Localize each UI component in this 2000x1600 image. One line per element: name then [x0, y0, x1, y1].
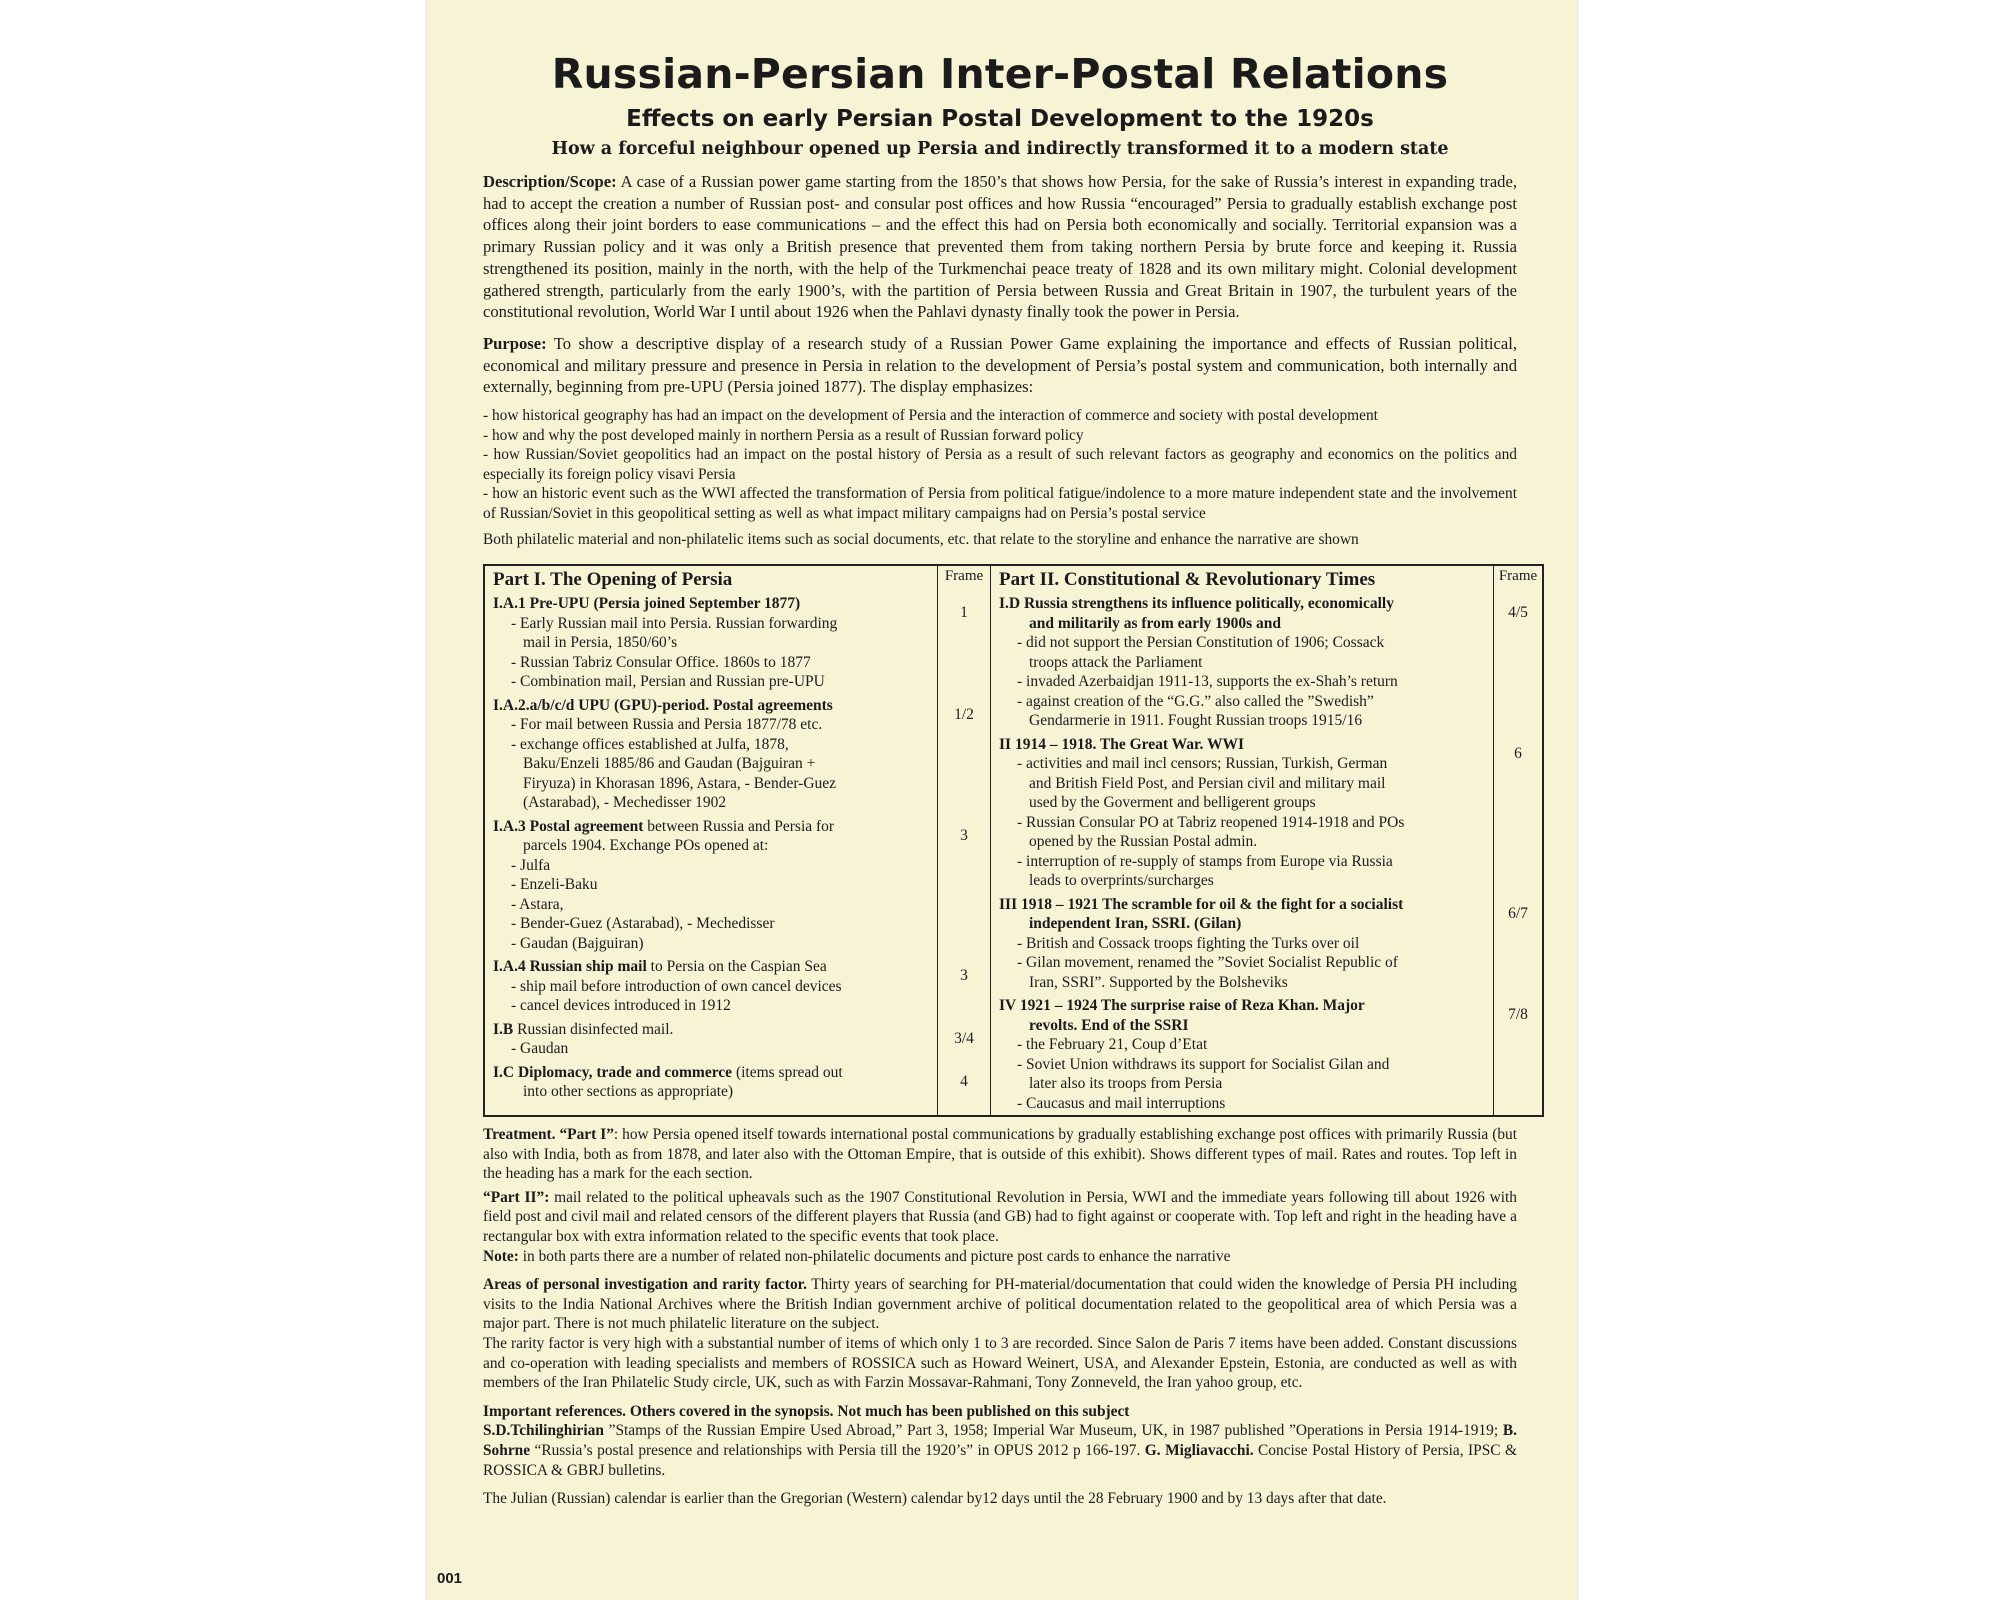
part1-frame-column — [938, 565, 991, 1116]
section-heading: III 1918 – 1921 The scramble for oil & the fight for a socialist — [999, 895, 1404, 913]
section-heading: I.A.1 Pre-UPU (Persia joined September 1877) — [493, 595, 801, 613]
frame-number: 7/8 — [1508, 1006, 1528, 1024]
part2-column — [991, 565, 1494, 1116]
section-line: opened by the Russian Postal admin. — [1029, 833, 1258, 851]
note-text: in both parts there are a number of related non-philatelic documents and picture post cards to enhance the narrative — [518, 1247, 1231, 1265]
section-heading: IV 1921 – 1924 The surprise raise of Reza Khan. Major — [999, 997, 1365, 1015]
section-line: - against creation of the “G.G.” also called the ”Swedish” — [1017, 692, 1374, 710]
treatment-part2-label: “Part II”: — [483, 1188, 550, 1206]
plan-section — [999, 895, 1487, 993]
section-line: - Russian Consular PO at Tabriz reopened 1914-1918 and POs — [1017, 813, 1405, 831]
section-line: - Julfa — [511, 856, 551, 874]
section-line: Gendarmerie in 1911. Fought Russian troops 1915/16 — [1029, 712, 1363, 730]
section-heading: I.C Diplomacy, trade and commerce (items spread out — [493, 1063, 843, 1081]
description-paragraph — [483, 171, 1517, 323]
purpose-bullet: - how Russian/Soviet geopolitics had an impact on the postal history of Persia as a result of such relevant factors as geography and economics on the politics and especially its foreign policy visavi Persia — [483, 446, 1517, 483]
investigation-text: Thirty years of searching for PH-material/documentation that could widen the knowledge of Persia PH including visits to the India National Archives where the British Indian government archive of political documentation related to the geopolitical area of which Persia was a major part. There is not much philatelic literature on the subject. — [483, 1276, 1518, 1333]
section-line: (Astarabad), - Mechedisser 1902 — [523, 794, 727, 812]
frame-header: Frame — [1498, 568, 1538, 585]
section-line: - Gaudan (Bajguiran) — [511, 934, 644, 952]
description-text: A case of a Russian power game starting from the 1850’s that shows how Persia, for the sake of Russia’s interest in expanding trade, had to accept the creation a number of Russian post- and consular post offices and how Russia “encouraged” Persia to gradually establish exchange post offices along their joint borders to ease communications – and the effect this had on Persia both economically and socially. Territorial expansion was a primary Russian policy and it was only a British presence that prevented them from taking northern Persia by brute force and keeping it. Russia strengthened its position, mainly in the north, with the help of the Turkmenchai peace treaty of 1828 and its own military might. Colonial development gathered strength, particularly from the early 1900’s, with the partition of Persia between Russia and Great Britain in 1907, the turbulent years of the constitutional revolution, World War I until about 1926 when the Pahlavi dynasty finally took the power in Persia. — [483, 172, 1517, 322]
page-title: Russian-Persian Inter-Postal Relations — [551, 50, 1449, 98]
treatment-text: : how Persia opened itself towards international postal communications by gradually establishing exchange post offices with primarily Russia (but also with India, both as from 1878, and later also with the Ottoman Empire, that is outside of this exhibit). Shows different types of mail. Rates and routes. Top left in the heading has a mark for the each section. — [483, 1126, 1517, 1183]
section-line: used by the Goverment and belligerent groups — [1029, 794, 1316, 812]
frame-number: 6/7 — [1508, 904, 1528, 922]
section-line: - activities and mail incl censors; Russian, Turkish, German — [1017, 755, 1388, 773]
plan-section — [493, 1020, 931, 1059]
section-line: - Gilan movement, renamed the ”Soviet Socialist Republic of — [1017, 954, 1398, 972]
reference-author: S.D.Tchilinghirian — [483, 1422, 604, 1440]
frame-number: 3/4 — [954, 1029, 974, 1047]
frame-number: 1 — [960, 604, 968, 622]
plan-section — [999, 996, 1487, 1113]
treatment-label: Treatment. “Part I” — [483, 1126, 614, 1144]
plan-section — [493, 696, 931, 813]
section-line: - Early Russian mail into Persia. Russian forwarding — [511, 614, 838, 632]
section-line: - the February 21, Coup d’Etat — [1017, 1036, 1208, 1054]
part2-sections — [999, 594, 1487, 1113]
calendar-note: The Julian (Russian) calendar is earlier than the Gregorian (Western) calendar by12 days until the 28 February 1900 and by 13 days after that date. — [483, 1490, 1387, 1508]
section-line: later also its troops from Persia — [1029, 1075, 1223, 1093]
section-heading-continued: revolts. End of the SSRI — [1029, 1016, 1189, 1034]
frame-number: 6 — [1514, 744, 1522, 762]
section-heading: I.D Russia strengthens its influence politically, economically — [999, 595, 1394, 613]
part1-column — [484, 565, 938, 1116]
rarity-paragraph: The rarity factor is very high with a substantial number of items of which only 1 to 3 are recorded. Since Salon de Paris 7 items have been added. Constant discussions and co-operation with leading specialists and members of ROSSICA such as Howard Weinert, USA, and Alexander Epstein, Estonia, are conducted as well as with members of the Iran Philatelic Study circle, UK, such as with Farzin Mossavar-Rahmani, Tony Zonneveld, the Iran yahoo group, etc. — [483, 1334, 1517, 1392]
section-line: - did not support the Persian Constitution of 1906; Cossack — [1017, 634, 1385, 652]
treatment-part2-paragraph — [483, 1188, 1517, 1247]
plan-section — [493, 1063, 931, 1102]
purpose-note: Both philatelic material and non-philatelic items such as social documents, etc. that relate to the storyline and enhance the narrative are shown — [483, 531, 1359, 549]
plan-section — [493, 817, 931, 954]
treatment-part2-text: mail related to the political upheavals such as the 1907 Constitutional Revolution in Persia, WWI and the immediate years following till about 1926 with field post and civil mail and related censors of the different players that Russia (and GB) had to fight against or cooperate with. Top left and right in the heading have a rectangular box with extra information related to the specific events that took place. — [483, 1188, 1518, 1245]
investigation-paragraph — [483, 1275, 1517, 1334]
reference-author: B. Sohrne — [483, 1422, 1517, 1459]
note-label: Note: — [483, 1247, 519, 1265]
section-line: and British Field Post, and Persian civil and military mail — [1029, 774, 1386, 792]
purpose-paragraph — [483, 333, 1517, 398]
purpose-bullet: - how and why the post developed mainly in northern Persia as a result of Russian forward policy — [483, 426, 1084, 444]
section-line: - Astara, — [511, 895, 564, 913]
section-line: Iran, SSRI”. Supported by the Bolsheviks — [1029, 973, 1288, 991]
section-line: - invaded Azerbaidjan 1911-13, supports the ex-Shah’s return — [1017, 673, 1398, 691]
treatment-note — [483, 1247, 1517, 1267]
part2-frame-column — [1494, 565, 1544, 1116]
section-line: - Soviet Union withdraws its support for Socialist Gilan and — [1017, 1055, 1390, 1073]
reference-author: G. Migliavacchi. — [1144, 1441, 1254, 1459]
section-line: - Enzeli-Baku — [511, 876, 598, 894]
purpose-label: Purpose: — [483, 333, 547, 353]
frame-number: 1/2 — [954, 705, 974, 723]
section-heading: I.A.2.a/b/c/d UPU (GPU)-period. Postal agreements — [493, 696, 833, 714]
references-heading: Important references. Others covered in the synopsis. Not much has been published on this subject — [483, 1402, 1130, 1420]
exhibit-plan-table — [483, 564, 1544, 1117]
section-line: - Gaudan — [511, 1040, 569, 1058]
frame-header: Frame — [944, 568, 984, 585]
exhibit-page — [427, 0, 1577, 1600]
section-line: into other sections as appropriate) — [523, 1083, 734, 1101]
plan-section — [493, 957, 931, 1016]
plan-section — [999, 594, 1487, 731]
section-line: - ship mail before introduction of own cancel devices — [511, 977, 842, 995]
section-line: troops attack the Parliament — [1029, 653, 1203, 671]
purpose-text: To show a descriptive display of a research study of a Russian Power Game explaining the importance and effects of Russian political, economical and military pressure and presence in Persia in relation to the development of Persia’s postal system and communication, both internally and externally, beginning from pre-UPU (Persia joined 1877). The display emphasizes: — [483, 333, 1517, 397]
page-number: 001 — [433, 1568, 466, 1589]
section-line: parcels 1904. Exchange POs opened at: — [523, 837, 769, 855]
frame-number: 4 — [960, 1072, 968, 1090]
section-line: - Combination mail, Persian and Russian pre-UPU — [511, 673, 825, 691]
part2-title: Part II. Constitutional & Revolutionary Times — [999, 569, 1376, 591]
section-line: - Russian Tabriz Consular Office. 1860s to 1877 — [511, 653, 811, 671]
section-line: - cancel devices introduced in 1912 — [511, 997, 731, 1015]
frame-number: 4/5 — [1508, 604, 1528, 622]
description-label: Description/Scope: — [483, 172, 617, 191]
lower-text — [483, 1125, 1517, 1509]
frame-number: 3 — [960, 967, 968, 985]
section-line: - For mail between Russia and Persia 1877/78 etc. — [511, 716, 823, 734]
section-line: Firyuza) in Khorasan 1896, Astara, - Bender-Guez — [523, 774, 837, 792]
section-heading: I.A.3 Postal agreement between Russia and Persia for — [493, 817, 835, 835]
section-heading: II 1914 – 1918. The Great War. WWI — [999, 735, 1245, 753]
treatment-paragraph — [483, 1125, 1517, 1184]
purpose-bullets — [483, 406, 1517, 523]
part1-sections — [493, 594, 931, 1102]
section-heading: I.B Russian disinfected mail. — [493, 1020, 674, 1038]
page-content — [483, 50, 1538, 1509]
references-paragraph: S.D.Tchilinghirian ”Stamps of the Russian Empire Used Abroad,” Part 3, 1958; Imperial War Museum, UK, in 1987 published ”Operations in Persia 1914-1919; B. Sohrne “Russia’s postal presence and relationships with Persia till the 1920’s” in OPUS 2012 p 166-197. G. Migliavacchi. Concise Postal History of Persia, IPSC & ROSSICA & GBRJ bulletins. — [483, 1422, 1517, 1479]
purpose-bullet: - how historical geography has had an impact on the development of Persia and the interaction of commerce and society with postal development — [483, 407, 1378, 425]
section-line: - British and Cossack troops fighting the Turks over oil — [1017, 934, 1360, 952]
section-line: mail in Persia, 1850/60’s — [523, 634, 678, 652]
section-line: leads to overprints/surcharges — [1029, 872, 1214, 890]
purpose-bullet: - how an historic event such as the WWI affected the transformation of Persia from political fatigue/indolence to a more mature independent state and the involvement of Russian/Soviet in this geopolitical setting as well as what impact military campaigns had on Persia’s postal service — [483, 485, 1517, 522]
page-tagline: How a forceful neighbour opened up Persia and indirectly transformed it to a modern state — [551, 139, 1449, 159]
section-line: - interruption of re-supply of stamps from Europe via Russia — [1017, 852, 1393, 870]
section-line: Baku/Enzeli 1885/86 and Gaudan (Bajguiran + — [523, 755, 816, 773]
plan-section — [999, 735, 1487, 891]
frame-number: 3 — [960, 826, 968, 844]
section-line: - exchange offices established at Julfa, 1878, — [511, 735, 789, 753]
section-line: - Bender-Guez (Astarabad), - Mechedisser — [511, 915, 775, 933]
investigation-label: Areas of personal investigation and rarity factor. — [483, 1276, 807, 1294]
section-heading-continued: independent Iran, SSRI. (Gilan) — [1029, 915, 1242, 933]
section-line: - Caucasus and mail interruptions — [1017, 1094, 1226, 1112]
plan-section — [493, 594, 931, 692]
part1-title: Part I. The Opening of Persia — [493, 569, 733, 591]
section-heading-continued: and militarily as from early 1900s and — [1029, 614, 1282, 632]
section-heading: I.A.4 Russian ship mail to Persia on the Caspian Sea — [493, 958, 827, 976]
page-subtitle: Effects on early Persian Postal Development to the 1920s — [626, 106, 1374, 132]
